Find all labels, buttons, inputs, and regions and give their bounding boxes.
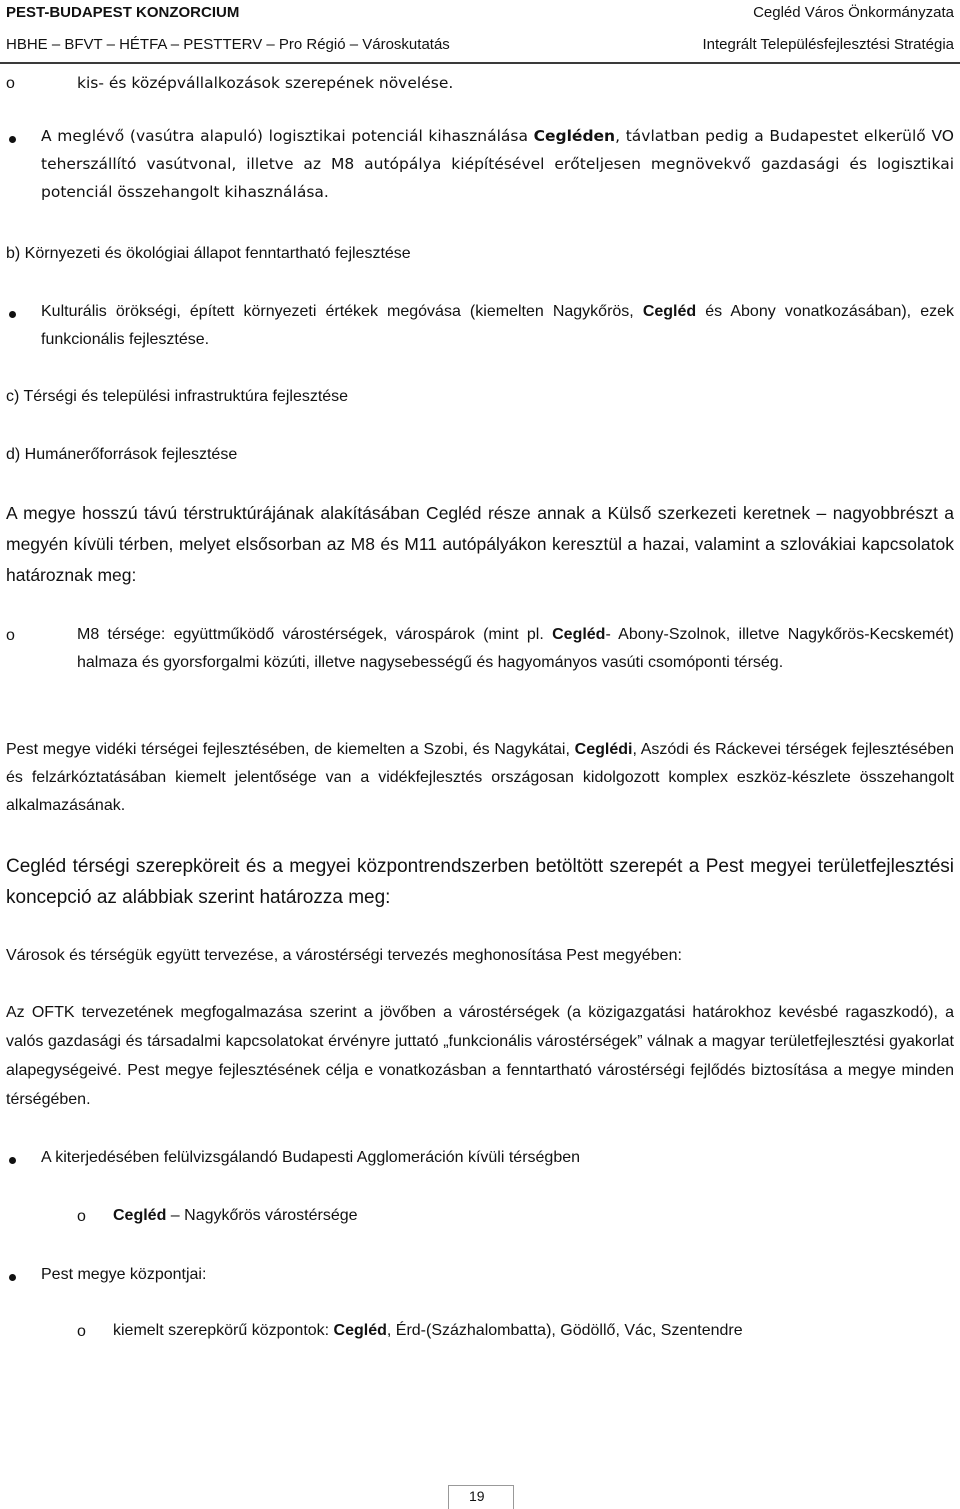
bullet-marker xyxy=(9,136,16,143)
partner-list: HBHE – BFVT – HÉTFA – PESTTERV – Pro Régió – Városkutatás xyxy=(6,36,450,53)
consortium-name: PEST-BUDAPEST KONZORCIUM xyxy=(6,4,240,21)
bullet-marker xyxy=(9,311,16,318)
heading-d: d) Humánerőforrások fejlesztése xyxy=(6,446,238,463)
paragraph-5: Az OFTK tervezetének megfogalmazása szerint a jövőben a várostérségek (a közigazgatási határokhoz kevésbé ragaszkodó), a valós gazdasági és társadalmi kapcsolatokat érvényre juttató „funkcionális várostérségek” válnak a magyar területfejlesztési gyakorlat alapegységeivé. Pest megye fejlesztésének célja e vonatkozásban a fenntartható várostérségi fejlődés biztosítása a megye minden térségében. xyxy=(6,1004,954,1108)
paragraph-4: Városok és térségük együtt tervezése, a várostérségi tervezés meghonosítása Pest megyében: xyxy=(6,947,682,964)
bullet-1-text: A meglévő (vasútra alapuló) logisztikai potenciál kihasználása Cegléden, távlatban pedig a Budapestet elkerülő VO teherszállító vasútvonal, illetve az M8 autópálya kiépítésével erőteljesen megnövekvő gazdasági és logisztikai potenciál összehangolt kihasználása. xyxy=(41,127,954,201)
header-divider xyxy=(0,62,960,64)
sub-bullet-1-text: kis- és középvállalkozások szerepének növelése. xyxy=(77,74,454,92)
bullet-4-text: Pest megye központjai: xyxy=(41,1266,207,1283)
page-number: 19 xyxy=(469,1488,485,1504)
sub-bullet-marker: o xyxy=(6,75,15,92)
sub-bullet-marker: o xyxy=(77,1323,86,1340)
bullet-marker xyxy=(9,1274,16,1281)
sub-bullet-2-text: M8 térsége: együttműködő várostérségek, várospárok (mint pl. Cegléd- Abony-Szolnok, illetve Nagykőrös-Kecskemét) halmaza és gyorsforgalmi közúti, illetve nagysebességű és hagyományos vasúti csomóponti térség. xyxy=(77,626,955,671)
sub-bullet-marker: o xyxy=(77,1208,86,1225)
bullet-3-text: A kiterjedésében felülvizsgálandó Budapesti Agglomeráción kívüli térségben xyxy=(41,1149,581,1166)
paragraph-1: A megye hosszú távú térstruktúrájának alakításában Cegléd része annak a Külső szerkezeti keretnek – nagyobbrészt a megyén kívüli térben, melyet elsősorban az M8 és M11 autópályákon keresztül a hazai, valamint a szlovákiai kapcsolatok határoznak meg: xyxy=(6,503,954,585)
bullet-marker xyxy=(9,1157,16,1164)
paragraph-2: Pest megye vidéki térségei fejlesztésében, de kiemelten a Szobi, és Nagykátai, Ceglédi, Aszódi és Ráckevei térségek fejlesztésében és felzárkóztatásában kiemelt jelentősége van a vidékfejlesztés országosan kidolgozott komplex eszköz-készlete összehangolt alkalmazásának. xyxy=(6,741,954,814)
heading-b: b) Környezeti és ökológiai állapot fenntartható fejlesztése xyxy=(6,245,411,262)
sub-bullet-marker: o xyxy=(6,627,15,644)
paragraph-3: Cegléd térségi szerepköreit és a megyei központrendszerben betöltött szerepét a Pest megyei területfejlesztési koncepció az alábbiak szerint határozza meg: xyxy=(6,856,954,908)
sub-bullet-3-text: Cegléd – Nagykőrös várostérsége xyxy=(113,1207,358,1224)
document-title: Integrált Településfejlesztési Stratégia xyxy=(702,36,954,53)
sub-bullet-4-text: kiemelt szerepkörű központok: Cegléd, Érd-(Százhalombatta), Gödöllő, Vác, Szentendre xyxy=(113,1322,743,1339)
heading-c: c) Térségi és települési infrastruktúra fejlesztése xyxy=(6,388,349,405)
bullet-2-text: Kulturális örökségi, épített környezeti értékek megóvása (kiemelten Nagykőrös, Cegléd és Abony vonatkozásában), ezek funkcionális fejlesztése. xyxy=(41,303,954,348)
municipality-name: Cegléd Város Önkormányzata xyxy=(753,4,954,21)
